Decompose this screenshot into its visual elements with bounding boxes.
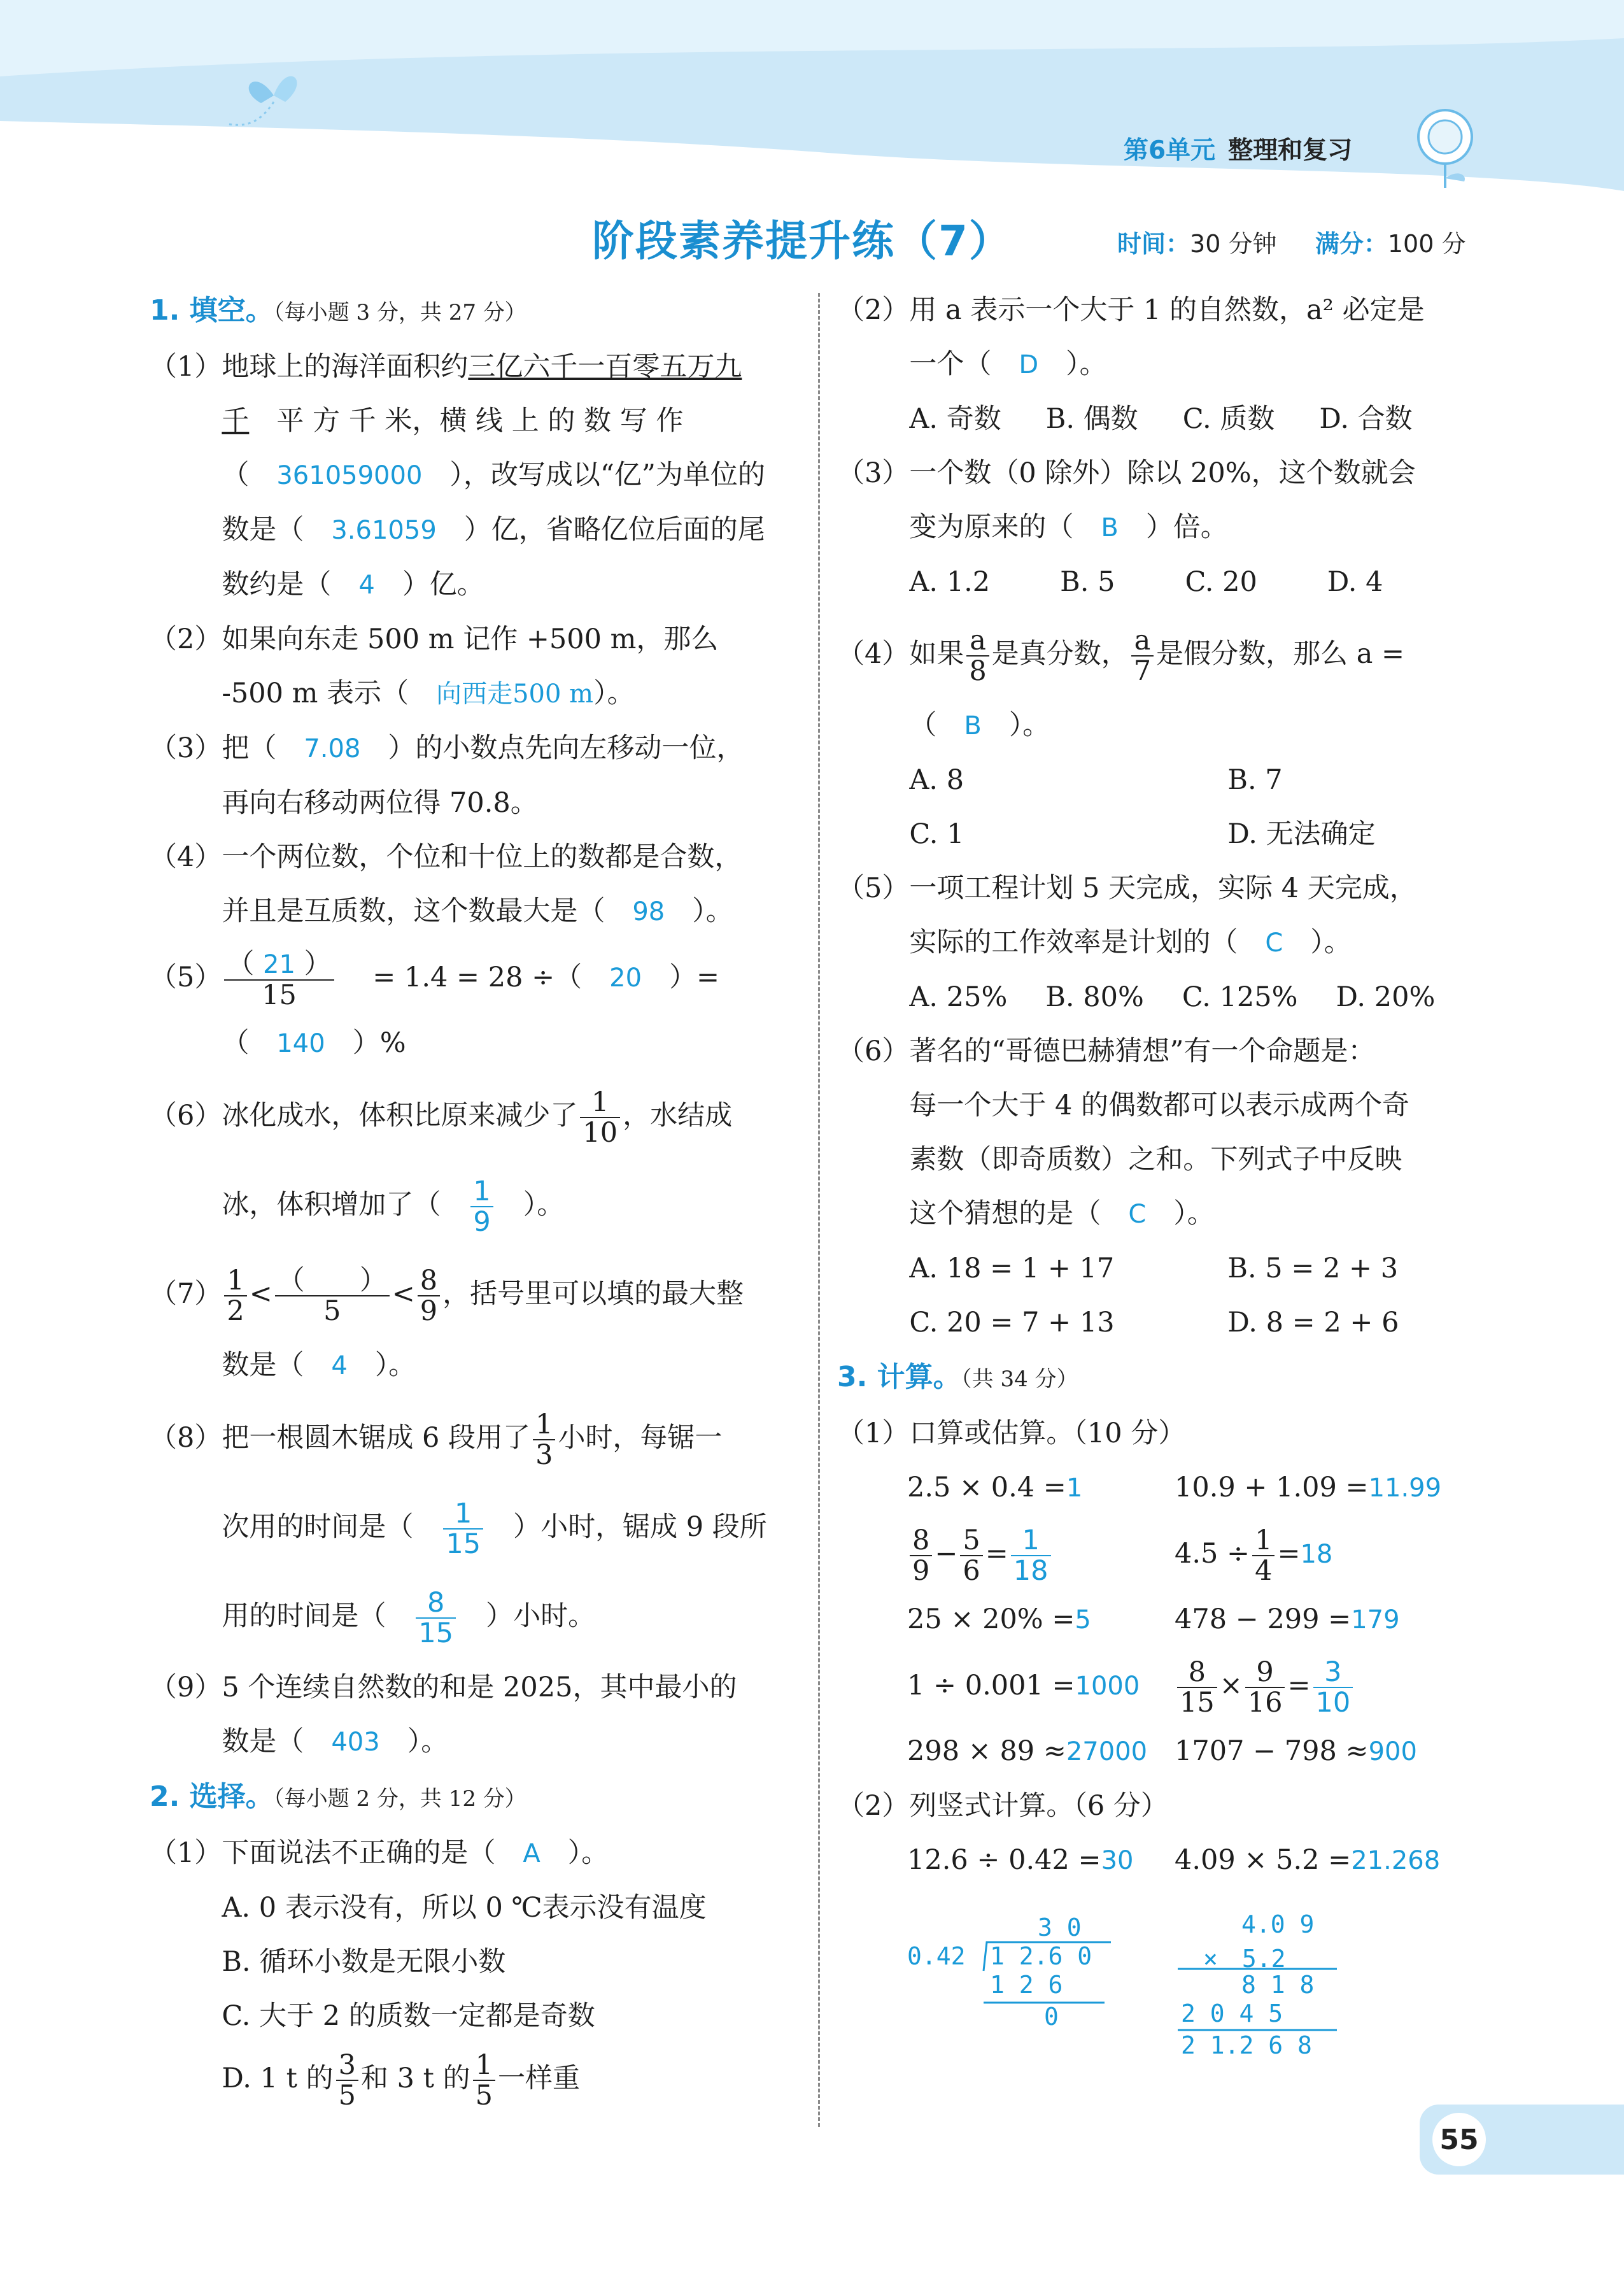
score-key: 满分：: [1315, 230, 1388, 258]
unit-title: 整理和复习: [1228, 136, 1353, 165]
s1-q2: （2） 如果向东走 500 m 记作 +500 m，那么 -500 m 表示（ 向西走500 m）。: [150, 623, 719, 709]
page-number: 55: [1439, 2123, 1479, 2156]
answer: 140: [276, 1029, 325, 1058]
partial-product-2: 2 0 4 5: [1181, 1999, 1283, 2027]
mental-calc-grid: 2.5 × 0.4 =1 10.9 + 1.09 =11.99 $\frac{8}{9}$ − $\frac{5}{6}$ = $\frac{1}{18}$ 4.5 ÷ $\frac{1}{4}$ =18 25 × 20% =5 478 − 299 =179 1 ÷ 0.001 =1000 $\frac{8}{15}$ × $\frac{9}{16}$ = $\frac{3}{10}$ 298 × 89 ≈27000 1707 − 798 ≈900: [907, 1472, 1442, 1767]
s2-q5: （5） 一项工程计划 5 天完成，实际 4 天完成， 实际的工作效率是计划的（ C ）。 A. 25% B. 80% C. 125% D. 20%: [837, 872, 1436, 1013]
answer: 4: [358, 571, 375, 600]
answer: $\frac{8}{15}$: [416, 1588, 456, 1648]
s3-p1: （1） 口算或估算。（10 分）: [837, 1417, 1186, 1449]
dividend: 1 2.6 0: [990, 1942, 1092, 1970]
s2-q2: （2） 用 a 表示一个大于 1 的自然数，a² 必定是 一个（ D ）。 A. 奇数 B. 偶数 C. 质数 D. 合数: [837, 294, 1425, 435]
fraction: $\frac{( 21 )}{15}$: [224, 949, 334, 1010]
s3-p2: （2） 列竖式计算。（6 分）: [837, 1790, 1168, 1822]
answer: 4: [331, 1351, 348, 1381]
multiplier: × 5.2: [1203, 1945, 1286, 1973]
section-1-title: 1. 填空。（每小题 3 分，共 27 分）: [150, 294, 526, 327]
score-value: 100 分: [1387, 230, 1466, 258]
answer: B: [964, 711, 982, 741]
s2-q6: （6） 著名的“哥德巴赫猜想”有一个命题是： 每一个大于 4 的偶数都可以表示成两个奇 素数（即奇质数）之和。下列式子中反映 这个猜想的是（ C ）。 A. 18 = 1 + 17 B. 5 = 2 + 3 C. 20 = 7 + 13 D. 8 = 2 + 6: [837, 1035, 1410, 1338]
answer: 403: [331, 1728, 380, 1757]
s2-q1: （1） 下面说法不正确的是（ A ）。 A. 0 表示没有，所以 0 ℃表示没有温度 B. 循环小数是无限小数 C. 大于 2 的质数一定都是奇数 D. 1 t 的 $\frac{3}{5}$ 和 3 t 的 $\frac{1}{5}$ 一样重: [150, 1837, 707, 2112]
section-2-title: 2. 选择。（每小题 2 分，共 12 分）: [150, 1780, 526, 1813]
answer: C: [1265, 928, 1283, 958]
answer: 7.08: [304, 734, 361, 763]
vertical-calc-grid: 12.6 ÷ 0.42 =30 4.09 × 5.2 =21.268: [907, 1844, 1441, 1876]
page-title: 阶段素养提升练（7）: [592, 217, 1012, 266]
test-meta: [1117, 224, 1466, 259]
multiplicand: 4.0 9: [1241, 1910, 1315, 1938]
s1-q7: （7） $\frac{1}{2}$ < $\frac{( )}{5}$ < $\frac{8}{9}$ ，括号里可以填的最大整 数是（ 4 ）。: [150, 1265, 744, 1381]
left-column: [150, 283, 805, 2113]
s1-q9: （9） 5 个连续自然数的和是 2025，其中最小的 数是（ 403 ）。: [150, 1672, 737, 1757]
quotient: 3 0: [1038, 1913, 1082, 1942]
right-column: [837, 283, 1499, 1888]
s1-q6: （6） 冰化成水，体积比原来减少了 $\frac{1}{10}$ ，水结成 冰，体积增加了（ $\frac{1}{9}$ ）。: [150, 1086, 733, 1238]
answer: $\frac{1}{15}$: [443, 1499, 483, 1559]
answer: $\frac{1}{9}$: [470, 1177, 493, 1237]
division-bracket: [907, 1913, 1117, 2041]
answer: A: [523, 1839, 540, 1868]
multiplication-lines: [1178, 1910, 1343, 2063]
answer: 向西走500 m: [436, 679, 594, 709]
partial-product-1: 8 1 8: [1241, 1971, 1315, 1999]
answer: C: [1128, 1200, 1147, 1229]
divisor: 0.42: [907, 1942, 966, 1970]
answer: 361059000: [276, 461, 423, 490]
s1-q8: （8） 把一根圆木锯成 6 段用了 $\frac{1}{3}$ 小时，每锯一 次用的时间是（ $\frac{1}{15}$ ）小时，锯成 9 段所 用的时间是（ $\frac{8}{15}$ ）小时。: [150, 1409, 767, 1649]
remainder: 0: [1044, 2003, 1059, 2031]
column-divider: [818, 293, 820, 2127]
sunflower-icon: [1418, 110, 1472, 188]
answer: 3.61059: [331, 516, 437, 545]
unit-header: [1124, 131, 1352, 166]
s1-q1: （1） 地球上的海洋面积约三亿六千一百零五万九 千 平 方 千 米，横 线 上 的 数 写 作 （ 361059000 ），改写成以“亿”为单位的 数是（ 3.61059 ）亿，省略亿位后面的尾 数约是（ 4 ）亿。: [150, 351, 765, 600]
s1-q4: （4） 一个两位数，个位和十位上的数都是合数， 并且是互质数，这个数最大是（ 98 ）。: [150, 841, 742, 927]
s1-q3: （3） 把（ 7.08 ）的小数点先向左移动一位， 再向右移动两位得 70.8。: [150, 732, 744, 819]
s1-q5: （5） $\frac{( 21 )}{15}$ = 1.4 = 28 ÷（ 20 ）= （ 140 ）%: [150, 948, 720, 1059]
subtrahend: 1 2 6: [990, 1971, 1063, 1999]
product: 2 1.2 6 8: [1181, 2031, 1312, 2059]
answer: B: [1101, 513, 1119, 543]
answer: 20: [609, 963, 642, 993]
time-key: 时间：: [1117, 230, 1190, 258]
s2-q3: （3） 一个数（0 除外）除以 20%，这个数就会 变为原来的（ B ）倍。 A. 1.2 B. 5 C. 20 D. 4: [837, 457, 1416, 598]
section-3-title: 3. 计算。（共 34 分）: [837, 1361, 1078, 1393]
time-value: 30 分钟: [1190, 230, 1277, 258]
answer: 98: [632, 897, 665, 927]
answer: D: [1019, 350, 1039, 380]
header-banner: [0, 0, 1624, 191]
s2-q4: （4） 如果 $\frac{a}{8}$ 是真分数， $\frac{a}{7}$ 是假分数，那么 a = （ B ）。 A. 8 B. 7 C. 1 D. 无法确定: [837, 625, 1405, 850]
unit-label: 第6单元: [1124, 136, 1216, 165]
